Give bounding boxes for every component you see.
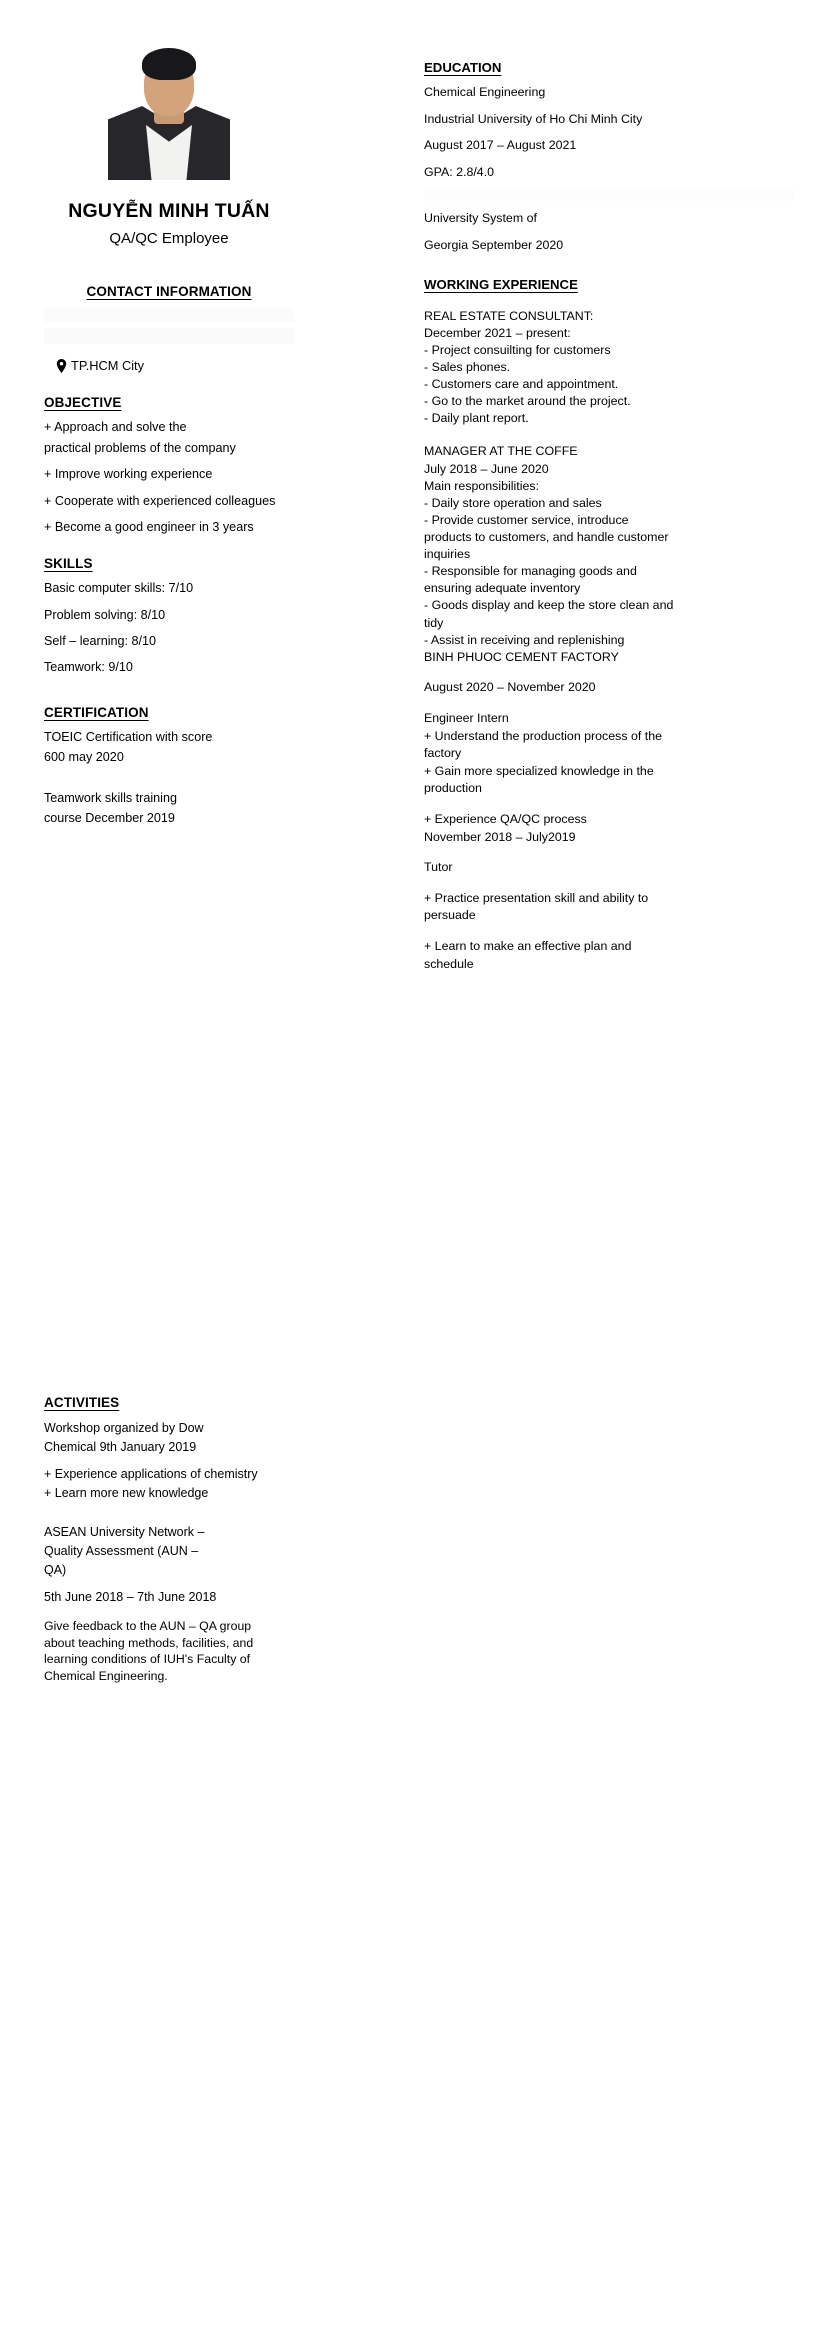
- photo-container: [44, 28, 294, 180]
- education-line: Georgia September 2020: [424, 238, 564, 253]
- job-bullet: - Goods display and keep the store clean and: [424, 598, 674, 613]
- right-column: [424, 0, 794, 973]
- activities-body: [44, 1419, 296, 1685]
- job-dates: August 2020 – November 2020: [424, 680, 596, 695]
- activity-line: ASEAN University Network –: [44, 1524, 205, 1539]
- certification-line: Teamwork skills training: [44, 790, 177, 805]
- activity-line: Quality Assessment (AUN –: [44, 1543, 199, 1558]
- portrait-photo: [108, 28, 230, 180]
- certification-heading: CERTIFICATION: [44, 704, 149, 720]
- job-bullet: + Experience QA/QC process: [424, 812, 587, 826]
- job-bullet: ensuring adequate inventory: [424, 581, 581, 596]
- redacted-contact-line-1: [44, 308, 294, 322]
- objective-item: practical problems of the company: [44, 440, 236, 455]
- objective-item: + Approach and solve the: [44, 420, 187, 435]
- job-title: REAL ESTATE CONSULTANT:: [424, 308, 594, 323]
- job-bullet: - Daily store operation and sales: [424, 495, 602, 510]
- job-bullet: schedule: [424, 956, 474, 971]
- job-role: Engineer Intern: [424, 710, 509, 725]
- job-bullet: - Responsible for managing goods and: [424, 564, 637, 579]
- job-bullet: + Gain more specialized knowledge in the: [424, 763, 654, 778]
- activity-line: QA): [44, 1562, 67, 1577]
- left-column: [44, 0, 294, 827]
- certification-body: [44, 728, 294, 828]
- job-bullet: production: [424, 781, 482, 796]
- job-bullet: tidy: [424, 615, 444, 630]
- job-bullet: products to customers, and handle customer: [424, 529, 669, 544]
- contact-heading: CONTACT INFORMATION: [86, 284, 252, 300]
- redacted-education-line: [424, 189, 794, 201]
- job-title: BINH PHUOC CEMENT FACTORY: [424, 649, 619, 664]
- activity-line: Workshop organized by Dow: [44, 1421, 204, 1435]
- education-body: [424, 84, 794, 255]
- job-subtitle: Main responsibilities:: [424, 478, 540, 493]
- activity-paragraph-line: about teaching methods, facilities, and: [44, 1635, 254, 1650]
- education-line: August 2017 – August 2021: [424, 138, 577, 153]
- objective-item: + Improve working experience: [44, 467, 213, 482]
- job-dates: December 2021 – present:: [424, 325, 571, 340]
- job-bullet: - Go to the market around the project.: [424, 394, 631, 409]
- job-bullet: factory: [424, 746, 462, 761]
- education-line: Industrial University of Ho Chi Minh City: [424, 111, 643, 126]
- job-entry: [424, 308, 794, 428]
- job-bullet: + Practice presentation skill and ability to: [424, 890, 649, 905]
- education-line: GPA: 2.8/4.0: [424, 164, 495, 179]
- skill-item: Self – learning: 8/10: [44, 634, 157, 649]
- education-line: Chemical Engineering: [424, 85, 546, 99]
- job-entry: [424, 649, 794, 829]
- activity-paragraph-line: learning conditions of IUH's Faculty of: [44, 1652, 251, 1667]
- job-bullet: - Sales phones.: [424, 359, 511, 374]
- job-role: Tutor: [424, 860, 453, 875]
- skill-item: Basic computer skills: 7/10: [44, 581, 194, 596]
- job-bullet: - Project consuilting for customers: [424, 342, 611, 357]
- certification-line: 600 may 2020: [44, 750, 124, 765]
- activity-bullet: + Learn more new knowledge: [44, 1486, 209, 1501]
- job-bullet: - Customers care and appointment.: [424, 377, 619, 392]
- objective-body: [44, 418, 294, 536]
- certification-line: course December 2019: [44, 810, 175, 825]
- activity-dates: 5th June 2018 – 7th June 2018: [44, 1589, 217, 1604]
- job-bullet: - Daily plant report.: [424, 411, 529, 426]
- objective-item: + Become a good engineer in 3 years: [44, 519, 254, 534]
- job-bullet: + Learn to make an effective plan and: [424, 939, 632, 954]
- skills-heading: SKILLS: [44, 556, 93, 572]
- job-bullet: persuade: [424, 908, 476, 923]
- job-bullet: + Understand the production process of the: [424, 728, 662, 743]
- objective-heading: OBJECTIVE: [44, 395, 122, 411]
- activity-bullet: + Experience applications of chemistry: [44, 1467, 258, 1482]
- activities-section: [44, 1395, 296, 1685]
- activity-line: Chemical 9th January 2019: [44, 1440, 197, 1455]
- activity-paragraph-line: Give feedback to the AUN – QA group: [44, 1619, 252, 1633]
- job-bullet: - Provide customer service, introduce: [424, 512, 629, 527]
- working-experience-heading: WORKING EXPERIENCE: [424, 276, 578, 292]
- skill-item: Problem solving: 8/10: [44, 607, 166, 622]
- location-pin-icon: [56, 359, 67, 373]
- job-dates: July 2018 – June 2020: [424, 461, 549, 476]
- activities-heading: ACTIVITIES: [44, 1395, 120, 1410]
- education-heading: EDUCATION: [424, 60, 502, 75]
- objective-item: + Cooperate with experienced colleagues: [44, 493, 276, 508]
- activity-paragraph-line: Chemical Engineering.: [44, 1669, 168, 1684]
- job-entry: [424, 829, 794, 974]
- job-dates: November 2018 – July2019: [424, 829, 576, 844]
- photo-hair: [142, 48, 196, 80]
- job-bullet: - Assist in receiving and replenishing: [424, 632, 625, 647]
- redacted-contact-line-2: [44, 328, 294, 344]
- contact-city-row: [44, 358, 294, 373]
- candidate-name: NGUYỄN MINH TUẤN: [68, 200, 270, 222]
- education-line: University System of: [424, 211, 537, 226]
- skill-item: Teamwork: 9/10: [44, 660, 133, 675]
- job-title: MANAGER AT THE COFFE: [424, 444, 578, 459]
- job-bullet: inquiries: [424, 547, 471, 562]
- contact-city-label: TP.HCM City: [71, 358, 144, 374]
- certification-line: TOEIC Certification with score: [44, 729, 213, 744]
- candidate-role: QA/QC Employee: [109, 230, 229, 248]
- job-entry: [424, 443, 794, 648]
- skills-body: [44, 579, 294, 677]
